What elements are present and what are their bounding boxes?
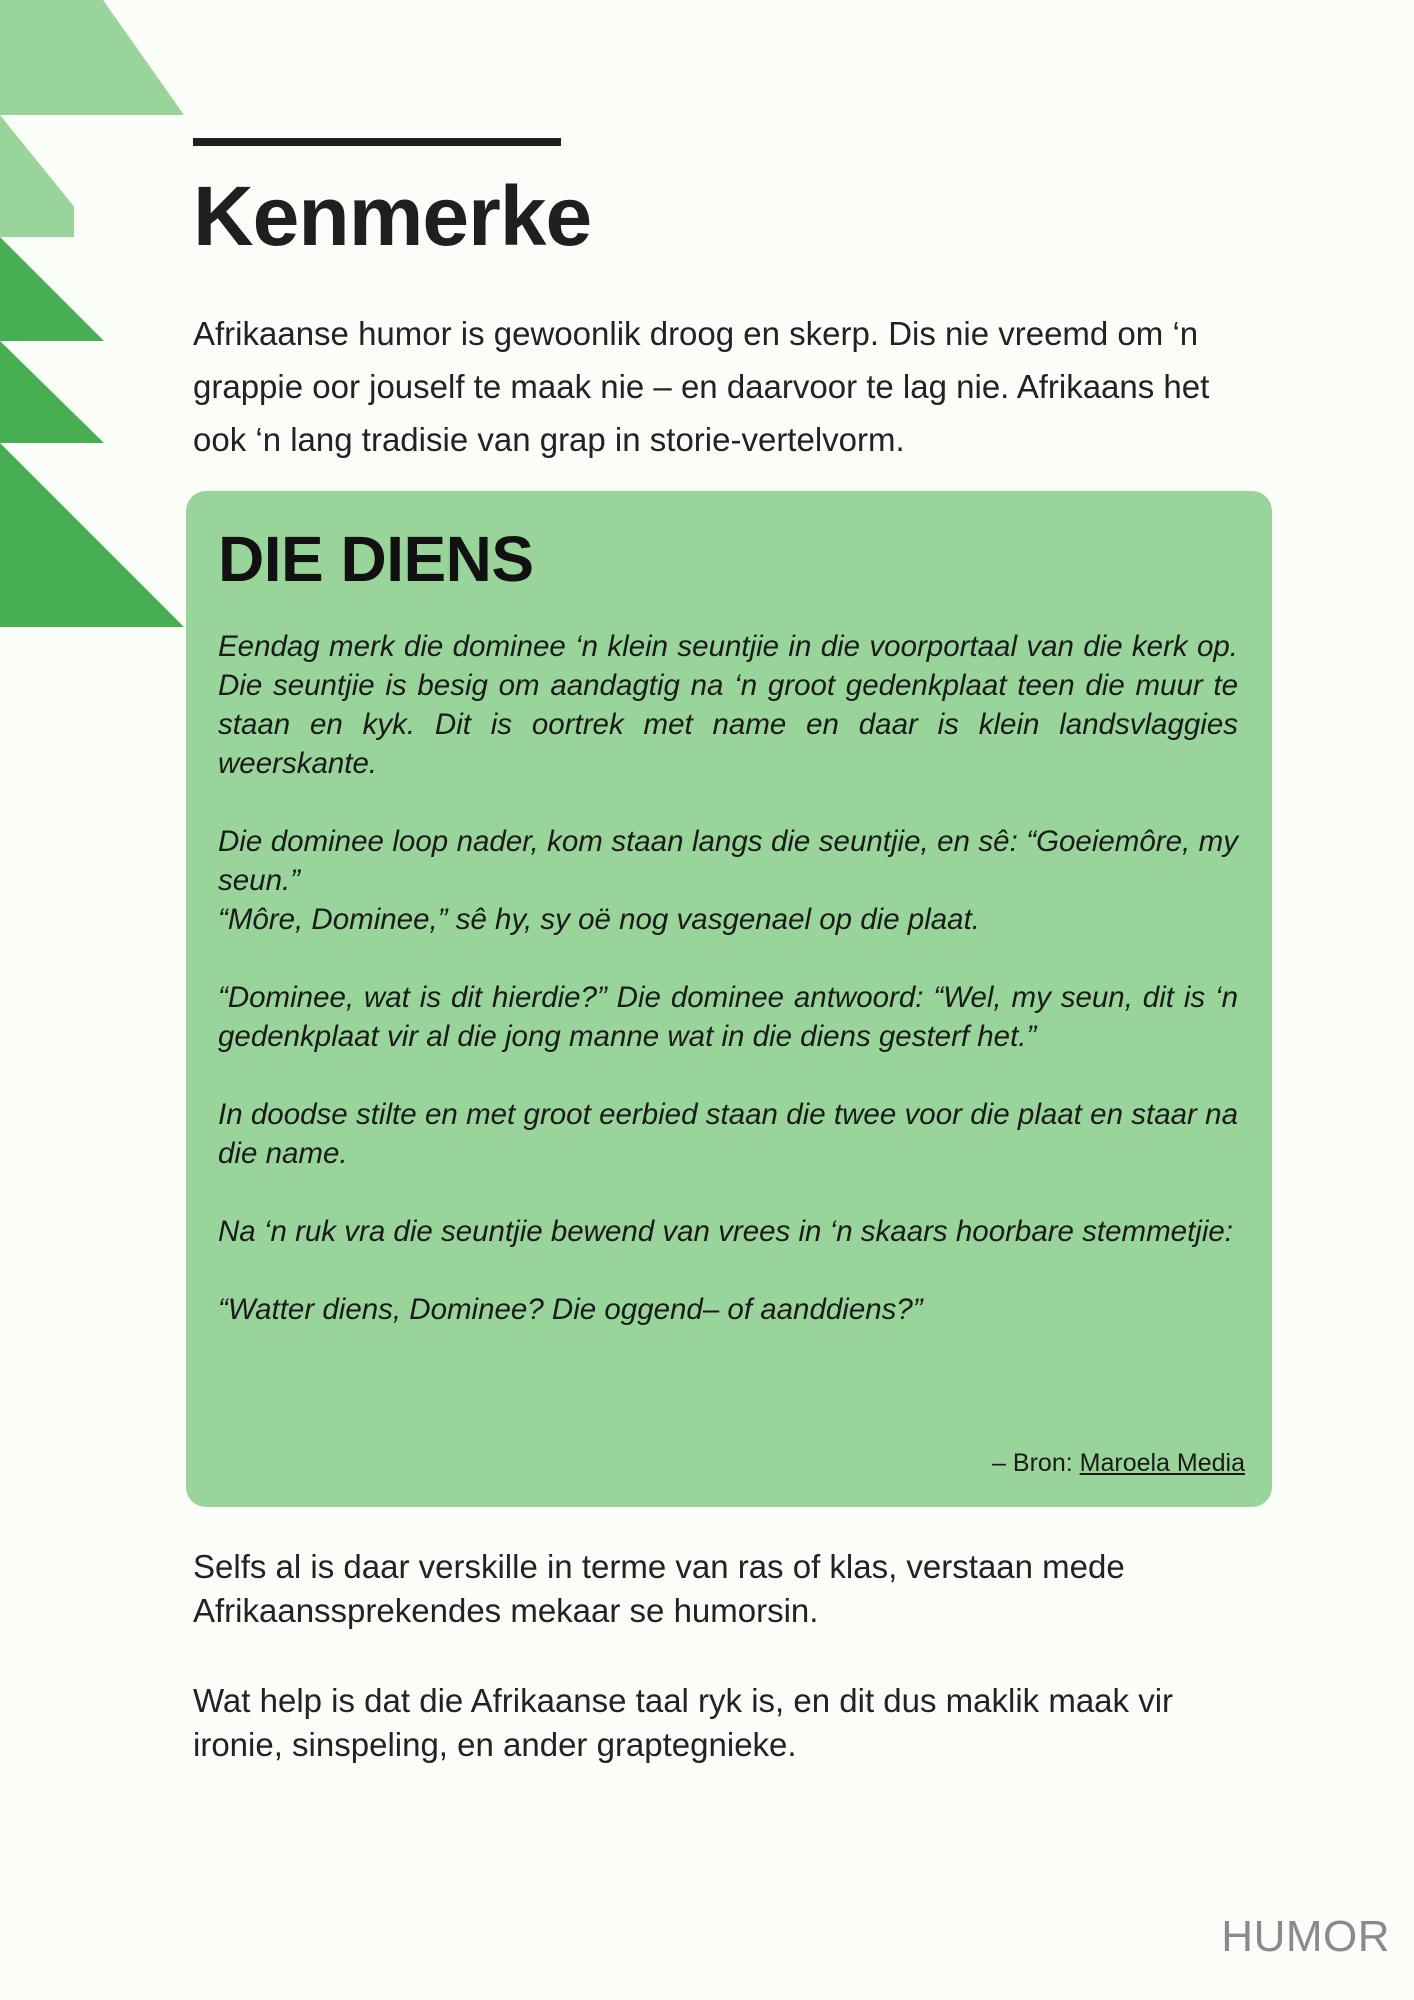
- story-text: In doodse stilte en met groot eerbied staan die twee voor die plaat en staar na die name.: [218, 1098, 1238, 1170]
- story-text: Die dominee loop nader, kom staan langs die seuntjie, en sê: “Goeiemôre, my seun.”: [218, 825, 1238, 897]
- story-paragraph: [218, 978, 1238, 1056]
- story-text: Eendag merk die dominee ‘n klein seuntjie in die voorportaal van die kerk op. Die seuntjie is besig om aandagtig na ‘n groot gedenkplaat teen die muur te staan en kyk. Dit is oortrek met name en daar is klein landsvlaggies weerskante.: [218, 630, 1238, 780]
- source-link[interactable]: Maroela Media: [1079, 1449, 1245, 1477]
- intro-paragraph: Afrikaanse humor is gewoonlik droog en skerp. Dis nie vreemd om ‘n grappie oor jouself te maak nie – en daarvoor te lag nie. Afrikaans het ook ‘n lang tradisie van grap in storie-vertelvorm.: [193, 315, 1210, 458]
- decorative-triangle-right-middle: [0, 237, 104, 341]
- source-prefix: – Bron:: [992, 1449, 1080, 1477]
- story-paragraph: [218, 1212, 1238, 1251]
- decorative-triangle-bottom-left: [0, 443, 184, 627]
- story-title: DIE DIENS: [218, 523, 534, 595]
- outro-paragraph: Wat help is dat die Afrikaanse taal ryk is, en dit dus maklik maak vir ironie, sinspeling, en ander graptegnieke.: [193, 1682, 1174, 1763]
- story-text: “Watter diens, Dominee? Die oggend– of aanddiens?”: [218, 1293, 923, 1326]
- decorative-triangle-right-upper: [0, 115, 74, 237]
- story-paragraph: [218, 822, 1238, 939]
- story-source: [992, 1449, 1245, 1478]
- heading-rule: [193, 138, 561, 146]
- story-paragraph: [218, 1095, 1238, 1173]
- story-text: “Dominee, wat is dit hierdie?” Die dominee antwoord: “Wel, my seun, dit is ‘n gedenkplaat vir al die jong manne wat in die diens gesterf het.”: [218, 981, 1238, 1053]
- page-title: Kenmerke: [193, 169, 592, 263]
- decorative-triangle-top: [0, 0, 184, 115]
- decorative-triangle-right-lower: [0, 341, 104, 443]
- story-text: Na ‘n ruk vra die seuntjie bewend van vrees in ‘n skaars hoorbare stemmetjie:: [218, 1215, 1233, 1248]
- story-box: [186, 491, 1272, 1507]
- section-label: HUMOR: [1221, 1912, 1390, 1961]
- story-text: “Môre, Dominee,” sê hy, sy oë nog vasgenael op die plaat.: [218, 903, 980, 936]
- story-paragraph: [218, 627, 1238, 783]
- story-paragraph: [218, 1290, 1238, 1329]
- outro-paragraph: Selfs al is daar verskille in terme van ras of klas, verstaan mede Afrikaanssprekendes mekaar se humorsin.: [193, 1548, 1125, 1629]
